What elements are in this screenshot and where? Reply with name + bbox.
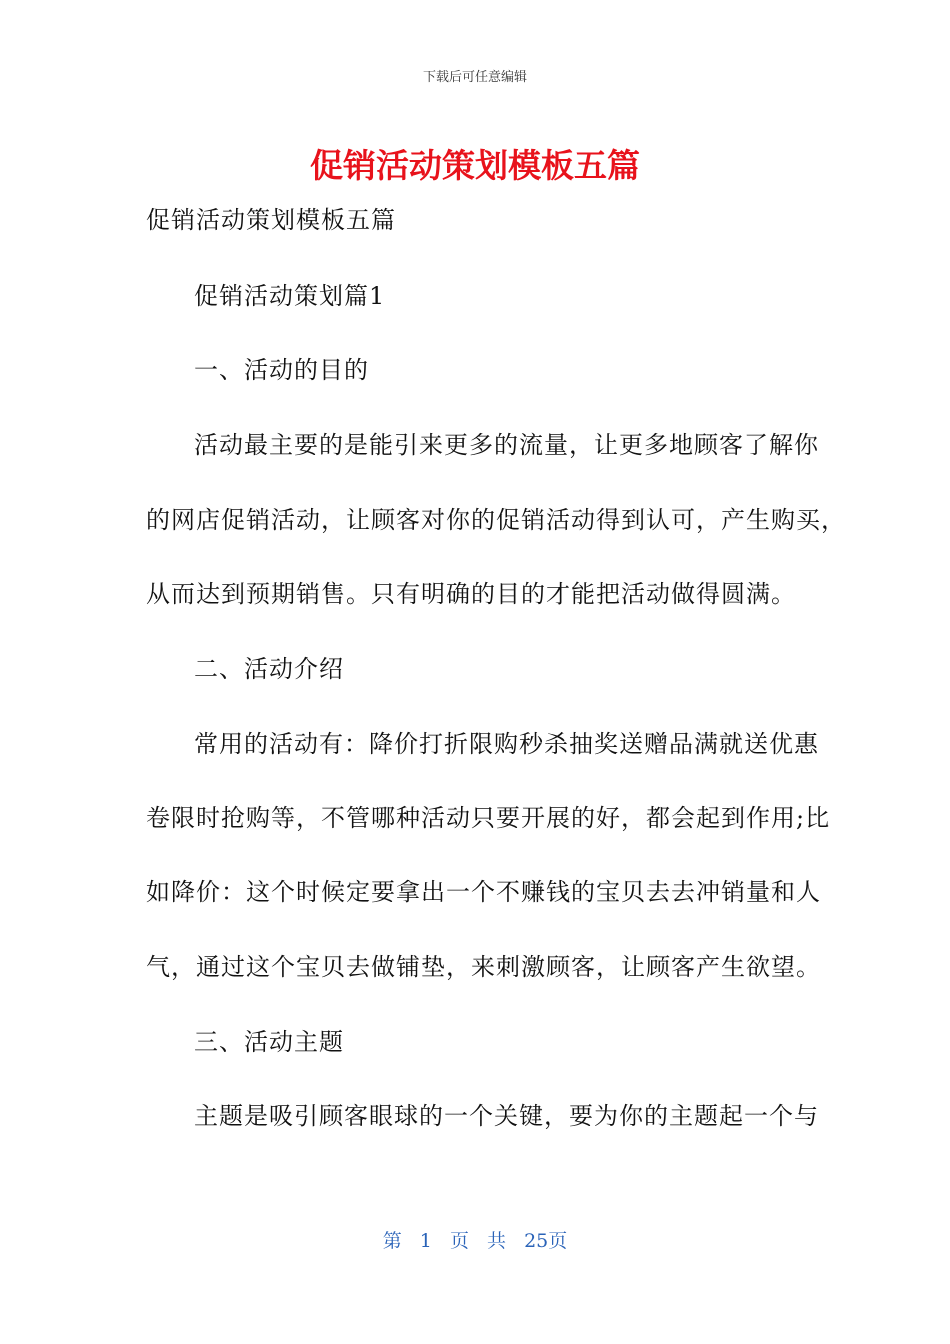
- paragraph-line: 气，通过这个宝贝去做铺垫，来刺激顾客，让顾客产生欲望。: [146, 953, 821, 981]
- paragraph-line: 如降价：这个时候定要拿出一个不赚钱的宝贝去去冲销量和人: [146, 878, 821, 906]
- paragraph-line: 促销活动策划模板五篇: [146, 206, 396, 234]
- paragraph-line: 的网店促销活动，让顾客对你的促销活动得到认可，产生购买，: [146, 506, 846, 534]
- section-heading: 三、活动主题: [194, 1028, 344, 1056]
- paragraph-line: 卷限时抢购等，不管哪种活动只要开展的好，都会起到作用;比: [146, 804, 831, 832]
- footer-label-total: 共: [487, 1230, 507, 1252]
- header-note: 下载后可任意编辑: [422, 70, 527, 85]
- section-heading: 二、活动介绍: [194, 655, 344, 683]
- document-title: 促销活动策划模板五篇: [310, 146, 640, 185]
- paragraph-line: 活动最主要的是能引来更多的流量，让更多地顾客了解你: [194, 431, 819, 459]
- paragraph-line: 主题是吸引顾客眼球的一个关键，要为你的主题起一个与: [194, 1102, 819, 1130]
- footer-total-pages: 25页: [524, 1230, 568, 1252]
- footer-label-page-unit: 页: [449, 1230, 469, 1252]
- page-footer: [0, 1226, 950, 1253]
- paragraph-line: 从而达到预期销售。只有明确的目的才能把活动做得圆满。: [146, 580, 796, 608]
- section-heading: 一、活动的目的: [194, 356, 369, 384]
- footer-current-page: 1: [419, 1230, 432, 1252]
- section-heading: 促销活动策划篇1: [194, 282, 386, 310]
- paragraph-line: 常用的活动有：降价打折限购秒杀抽奖送赠品满就送优惠: [194, 730, 819, 758]
- footer-label-page: 第: [382, 1230, 402, 1252]
